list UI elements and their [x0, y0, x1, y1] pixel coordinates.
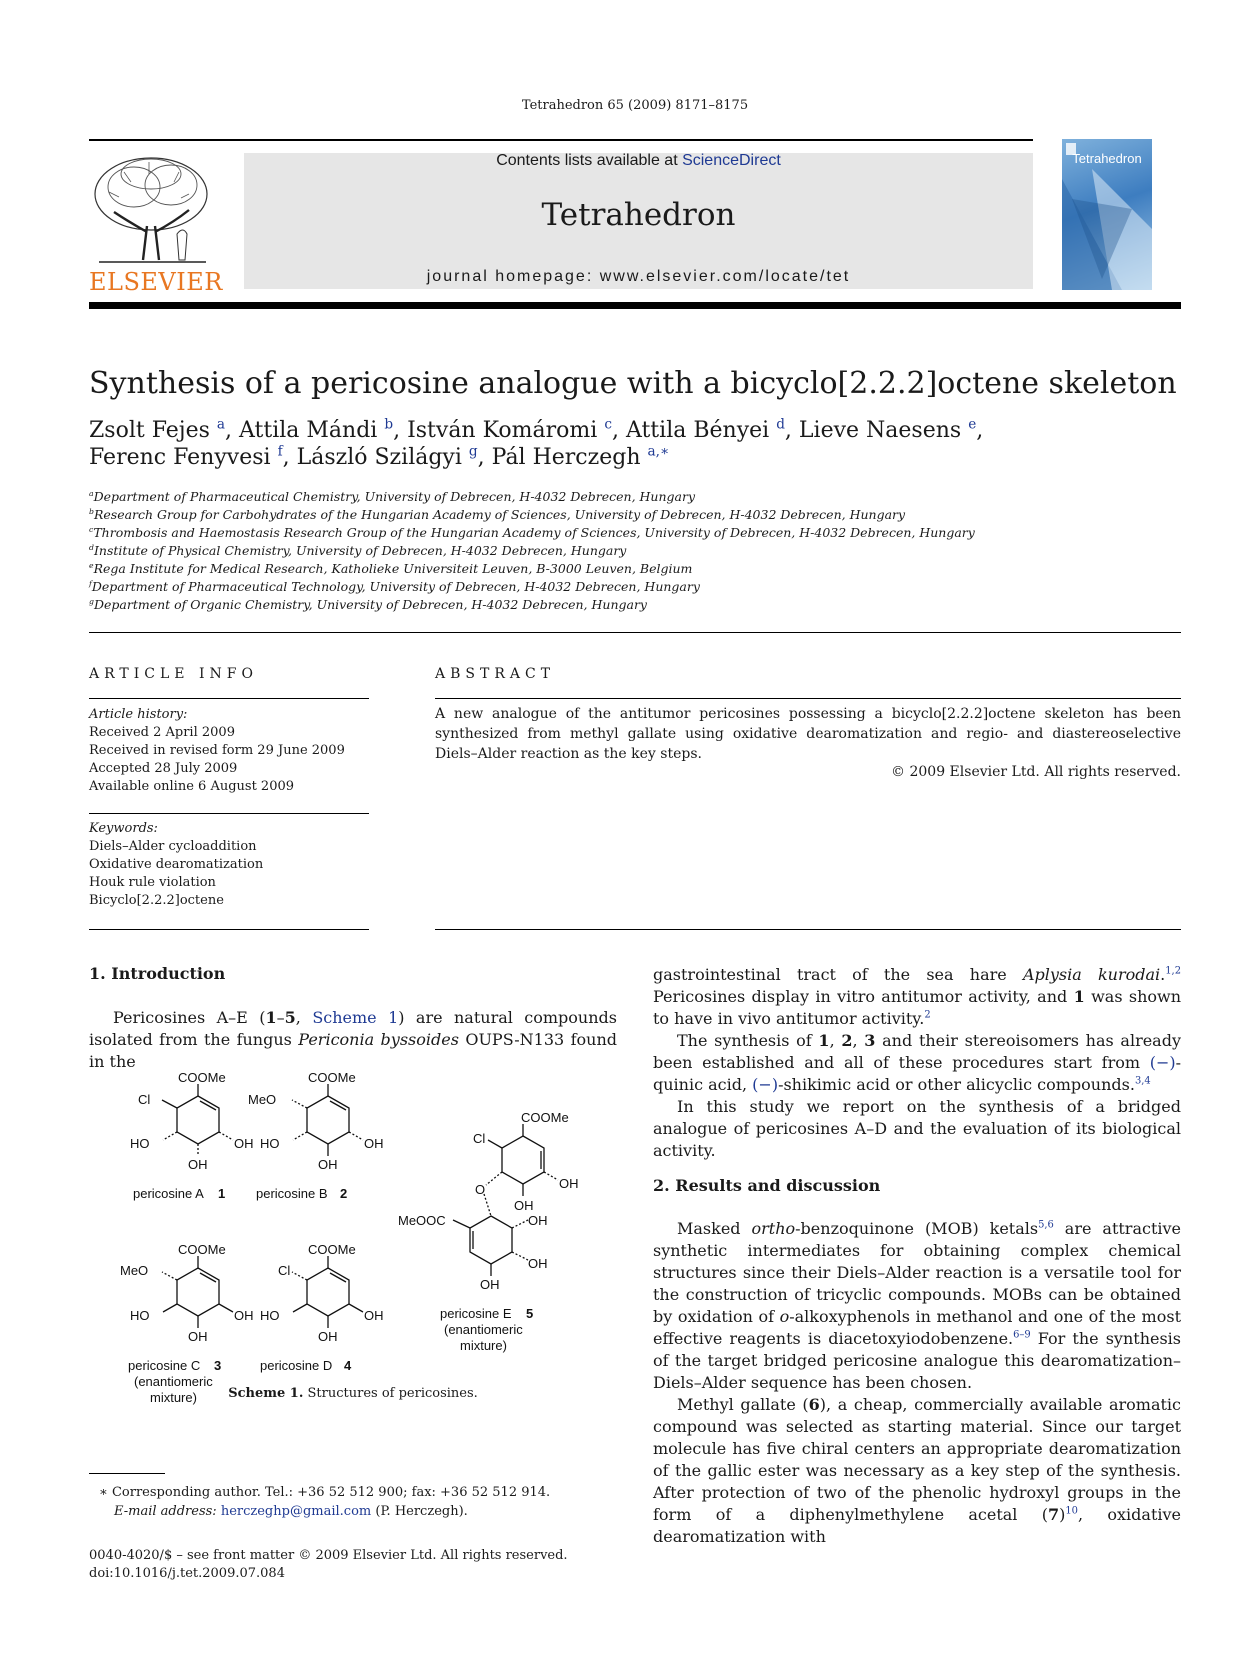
right-column-paragraph: gastrointestinal tract of the sea hare Aplysia kurodai.$^{1,2}$ Pericosines display in vitro antitumor activity, and 1 was shown to have in vivo antitumor activity.$^2$: [653, 965, 1182, 1028]
history-item: Received 2 April 2009: [89, 725, 235, 740]
affiliation: $^f$Department of Pharmaceutical Technology, University of Debrecen, H-4032 Debrecen, Hungary: [89, 578, 700, 594]
history-item: Accepted 28 July 2009: [89, 761, 238, 776]
right-column-paragraph: The synthesis of 1, 2, 3 and their stereoisomers has already been established and all of these procedures start from (−)-quinic acid, (−)-shikimic acid or other alicyclic compounds.$^{3,4}$: [653, 1031, 1181, 1094]
article-info-end-rule: [89, 929, 369, 930]
label-ho: HO: [260, 1308, 280, 1323]
keyword: Diels–Alder cycloaddition: [89, 839, 257, 854]
affiliation: $^b$Research Group for Carbohydrates of the Hungarian Academy of Sciences, University of Debrecen, H-4032 Debrecen, Hungary: [89, 506, 906, 522]
label-meo: MeO: [248, 1092, 277, 1107]
name-pericosine-e: pericosine E: [440, 1306, 512, 1321]
label-oh: OH: [559, 1176, 579, 1191]
right-column-paragraph: Methyl gallate (6), a cheap, commercially available aromatic compound was selected as starting material. Since our target molecule has five chiral centers an appropriate dearomatization of the gallic ester was necessary as a key step of the synthesis. After protection of two of the phenolic hydroxyl groups in the form of a diphenylmethylene acetal $(7)^{10}$, oxidative dearomatization with: [653, 1395, 1181, 1546]
sciencedirect-link[interactable]: ScienceDirect: [682, 152, 781, 169]
label-oh: OH: [364, 1136, 384, 1151]
label-oh: OH: [188, 1329, 208, 1344]
number-1: 1: [218, 1186, 226, 1201]
keyword: Bicyclo[2.2.2]octene: [89, 893, 224, 908]
label-coome: COOMe: [308, 1242, 356, 1257]
footnote-rule: [89, 1473, 165, 1474]
email-note: E-mail address: herczeghp@gmail.com (P. Herczegh).: [114, 1504, 468, 1519]
journal-name: Tetrahedron: [541, 197, 736, 233]
keyword: Houk rule violation: [89, 875, 216, 890]
author: László Szilágyi $^g$,: [296, 443, 492, 470]
contents-prefix: Contents lists available at: [496, 152, 683, 169]
author: István Komáromi $^c$,: [407, 416, 626, 443]
journal-reference: Tetrahedron 65 (2009) 8171–8175: [521, 98, 749, 113]
author: Attila Mándi $^b$,: [239, 416, 408, 443]
abstract-rule: [435, 698, 1181, 699]
affiliation: $^e$Rega Institute for Medical Research, Katholieke Universiteit Leuven, B-3000 Leuven, Belgium: [89, 560, 693, 576]
author-line-1: [89, 418, 983, 443]
right-column-paragraph: In this study we report on the synthesis of a bridged analogue of pericosines A–D and the evaluation of its biological activity.: [653, 1097, 1181, 1160]
label-oh: OH: [318, 1329, 338, 1344]
abstract-heading: ABSTRACT: [435, 666, 556, 682]
author: Pál Herczegh $^{a,∗}$: [491, 443, 670, 470]
section-heading-results: 2. Results and discussion: [653, 1176, 881, 1195]
label-oh: OH: [514, 1198, 534, 1213]
history-label: Article history:: [89, 707, 188, 722]
label-oh: OH: [528, 1213, 548, 1228]
label-o: O: [475, 1182, 486, 1197]
label-oh: OH: [188, 1157, 208, 1172]
history-item: Received in revised form 29 June 2009: [89, 743, 345, 758]
label-coome: COOMe: [308, 1070, 356, 1085]
number-2: 2: [340, 1186, 348, 1201]
author: Zsolt Fejes $^a$,: [89, 416, 240, 443]
label-oh: OH: [234, 1308, 254, 1323]
mixture-note: mixture): [150, 1390, 197, 1405]
scheme-caption: Scheme 1. Structures of pericosines.: [228, 1386, 478, 1401]
label-meo: MeO: [120, 1263, 149, 1278]
number-5: 5: [526, 1306, 534, 1321]
email-link[interactable]: herczeghp@gmail.com: [220, 1504, 372, 1519]
keywords-block: [89, 820, 369, 910]
right-column-paragraph: Masked ortho-benzoquinone (MOB) ketals$^{5,6}$ are attractive synthetic intermediates for obtaining complex chemical structures since their Diels–Alder reaction is a versatile tool for the construction of tricyclic compounds. MOBs can be obtained by oxidation of o-alkoxyphenols in methanol and one of the most effective reagents is diacetoxyiodobenzene.$^{6-9}$ For the synthesis of the target bridged pericosine analogue this dearomatization–Diels–Alder sequence has been chosen.: [653, 1219, 1182, 1392]
intro-paragraph: Pericosines A–E (1–5, Scheme 1) are natural compounds isolated from the fungus Periconia byssoides OUPS-N133 found in the: [89, 1008, 617, 1071]
keywords-label: Keywords:: [89, 821, 158, 836]
footnote-block: [99, 1483, 619, 1521]
cover-title: Tetrahedron: [1072, 151, 1142, 166]
header-rule: [89, 139, 1033, 141]
history-item: Available online 6 August 2009: [89, 779, 295, 794]
label-oh: OH: [234, 1136, 254, 1151]
header-thick-rule: [89, 302, 1181, 309]
name-pericosine-d: pericosine D: [260, 1358, 333, 1373]
label-oh: OH: [480, 1277, 500, 1292]
paper-title: Synthesis of a pericosine analogue with a bicyclo[2.2.2]octene skeleton: [89, 366, 1177, 401]
label-oh: OH: [318, 1157, 338, 1172]
number-4: 4: [344, 1358, 352, 1373]
abstract-end-rule: [435, 929, 1181, 930]
author: Ferenc Fenyvesi $^f$,: [89, 443, 297, 470]
article-info-heading: ARTICLE INFO: [89, 666, 258, 682]
label-cl: Cl: [278, 1263, 291, 1278]
label-coome: COOMe: [178, 1242, 226, 1257]
affiliation: $^a$Department of Pharmaceutical Chemistry, University of Debrecen, H-4032 Debrecen, Hungary: [89, 488, 696, 504]
elsevier-wordmark: ELSEVIER: [89, 268, 223, 296]
keyword: Oxidative dearomatization: [89, 857, 264, 872]
author: Lieve Naesens $^e$,: [798, 416, 984, 443]
label-ho: HO: [260, 1136, 280, 1151]
corresponding-author-note: ∗ Corresponding author. Tel.: +36 52 512 900; fax: +36 52 512 914.: [99, 1485, 551, 1500]
label-oh: OH: [364, 1308, 384, 1323]
article-history: [89, 706, 369, 796]
issn-line: 0040-4020/$ – see front matter © 2009 Elsevier Ltd. All rights reserved.: [89, 1548, 568, 1563]
footer-block: [89, 1547, 568, 1583]
author-line-2: [89, 445, 669, 470]
abstract-text: A new analogue of the antitumor pericosines possessing a bicyclo[2.2.2]octene skeleton has been synthesized from methyl gallate using oxidative dearomatization and regio- and diastereoselective Diels–Alder reaction as the key steps.: [435, 706, 1181, 762]
scheme-1-link[interactable]: Scheme 1: [312, 1008, 399, 1027]
enantiomeric-note: (enantiomeric: [134, 1374, 213, 1389]
number-3: 3: [214, 1358, 222, 1373]
enantiomeric-note: (enantiomeric: [444, 1322, 523, 1337]
scheme-1-structures: [118, 1070, 598, 1405]
tree-logo-icon: [89, 152, 216, 267]
label-ho: HO: [130, 1136, 150, 1151]
label-meooc: MeOOC: [398, 1213, 446, 1228]
journal-homepage[interactable]: journal homepage: www.elsevier.com/locate/tet: [426, 268, 851, 285]
name-pericosine-b: pericosine B: [256, 1186, 328, 1201]
mixture-note: mixture): [460, 1338, 507, 1353]
label-ho: HO: [130, 1308, 150, 1323]
label-cl: Cl: [473, 1131, 486, 1146]
author: Attila Bényei $^d$,: [625, 416, 799, 443]
label-cl: Cl: [138, 1092, 151, 1107]
section-divider: [89, 632, 1181, 633]
name-pericosine-a: pericosine A: [133, 1186, 204, 1201]
abstract-copyright: © 2009 Elsevier Ltd. All rights reserved.: [891, 764, 1181, 780]
affiliation: $^d$Institute of Physical Chemistry, University of Debrecen, H-4032 Debrecen, Hungary: [89, 542, 627, 558]
article-info-rule: [89, 698, 369, 699]
section-heading-introduction: 1. Introduction: [89, 964, 226, 983]
doi-line: doi:10.1016/j.tet.2009.07.084: [89, 1566, 285, 1581]
contents-line: [244, 152, 1033, 170]
affiliation: $^g$Department of Organic Chemistry, University of Debrecen, H-4032 Debrecen, Hungary: [89, 596, 647, 612]
label-coome: COOMe: [521, 1110, 569, 1125]
name-pericosine-c: pericosine C: [128, 1358, 201, 1373]
label-oh: OH: [528, 1256, 548, 1271]
keywords-rule: [89, 813, 369, 814]
affiliation: $^c$Thrombosis and Haemostasis Research Group of the Hungarian Academy of Sciences, University of Debrecen, H-4032 Debrecen, Hungary: [89, 524, 975, 540]
label-coome: COOMe: [178, 1070, 226, 1085]
